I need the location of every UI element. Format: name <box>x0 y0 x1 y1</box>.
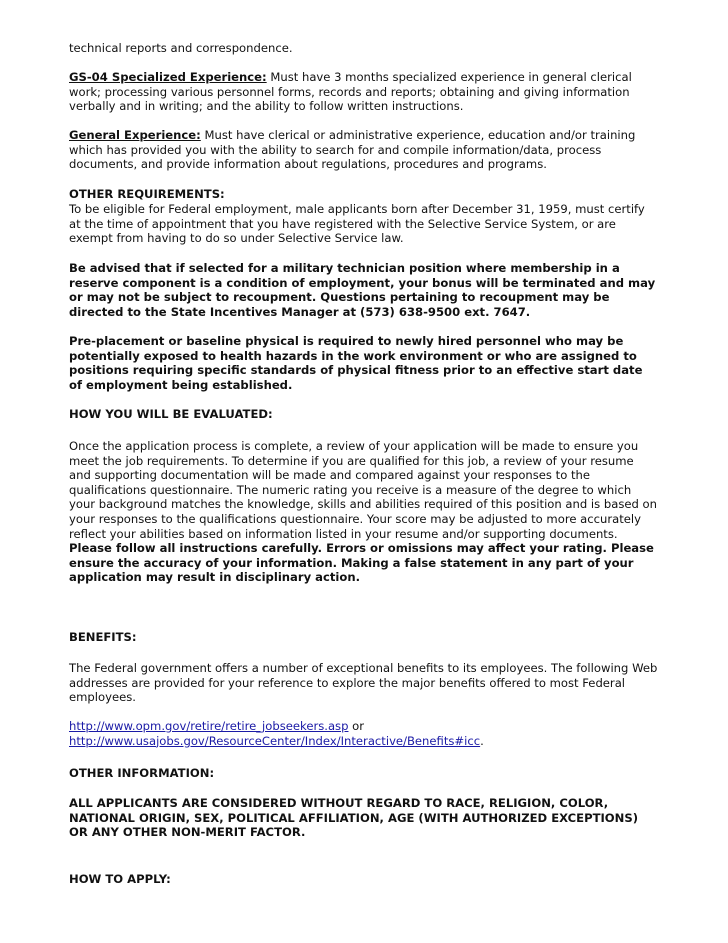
other-requirements-heading: OTHER REQUIREMENTS: <box>69 187 225 201</box>
gs04-lead: GS-04 Specialized Experience: <box>69 70 267 84</box>
usajobs-benefits-link[interactable]: http://www.usajobs.gov/ResourceCenter/Index/Interactive/Benefits#icc <box>69 733 481 748</box>
preplacement-paragraph: Pre-placement or baseline physical is required to newly hired personnel who may be potentially exposed to health hazards in the work environment or who are assigned to positions requiring specific standards of physical fitness prior to an effective start date of employment being established. <box>69 334 643 392</box>
other-requirements-text: To be eligible for Federal employment, male applicants born after December 31, 1959, must certify at the time of appointment that you have registered with the Selective Service System, or are exempt from having to do so under Selective Service law. <box>69 202 645 246</box>
evaluated-paragraph <box>69 439 659 585</box>
evaluated-warning: Please follow all instructions carefully. Errors or omissions may affect your rating. Please ensure the accuracy of your information. Making a false statement in any part of your application may result in disciplinary action. <box>69 541 654 585</box>
general-text: Must have clerical or administrative experience, education and/or training which has provided you with the ability to search for and compile information/data, process documents, and provide information about regulations, procedures and programs. <box>69 128 636 172</box>
advised-paragraph: Be advised that if selected for a military technician position where membership in a reserve component is a condition of employment, your bonus will be terminated and may or may not be subject to recoupment. Questions pertaining to recoupment may be directed to the State Incentives Manager at (573) 638-9500 ext. 7647. <box>69 261 656 319</box>
gs04-paragraph <box>69 70 659 114</box>
opm-retire-link[interactable]: http://www.opm.gov/retire/retire_jobseekers.asp <box>69 719 349 733</box>
how-to-apply-heading: HOW TO APPLY: <box>69 872 171 886</box>
benefits-links <box>69 719 659 748</box>
link-period: . <box>480 733 484 748</box>
evaluated-heading: HOW YOU WILL BE EVALUATED: <box>69 407 273 421</box>
benefits-heading: BENEFITS: <box>69 630 137 644</box>
general-experience-paragraph <box>69 128 659 172</box>
link-or: or <box>348 719 365 733</box>
gs04-text: Must have 3 months specialized experience in general clerical work; processing various personnel forms, records and reports; obtaining and giving information verbally and in writing; and the ability to follow written instructions. <box>69 70 632 114</box>
benefits-text: The Federal government offers a number of exceptional benefits to its employees. The following Web addresses are provided for your reference to explore the major benefits offered to most Federal employees. <box>69 661 658 705</box>
general-lead: General Experience: <box>69 128 201 142</box>
other-information-heading: OTHER INFORMATION: <box>69 766 215 780</box>
intro-tail: technical reports and correspondence. <box>69 41 293 55</box>
other-information-text: ALL APPLICANTS ARE CONSIDERED WITHOUT REGARD TO RACE, RELIGION, COLOR, NATIONAL ORIGIN, SEX, POLITICAL AFFILIATION, AGE (WITH AUTHORIZED EXCEPTIONS) OR ANY OTHER NON-MERIT FACTOR. <box>69 796 638 840</box>
evaluated-text: Once the application process is complete, a review of your application will be made to ensure you meet the job requirements. To determine if you are qualified for this job, a review of your resume and supporting documentation will be made and compared against your responses to the qualifications questionnaire. The numeric rating you receive is a measure of the degree to which your background matches the knowledge, skills and abilities required of this position and is based on your responses to the qualifications questionnaire. Your score may be adjusted to more accurately reflect your abilities based on information listed in your resume and/or supporting documents. <box>69 439 657 541</box>
